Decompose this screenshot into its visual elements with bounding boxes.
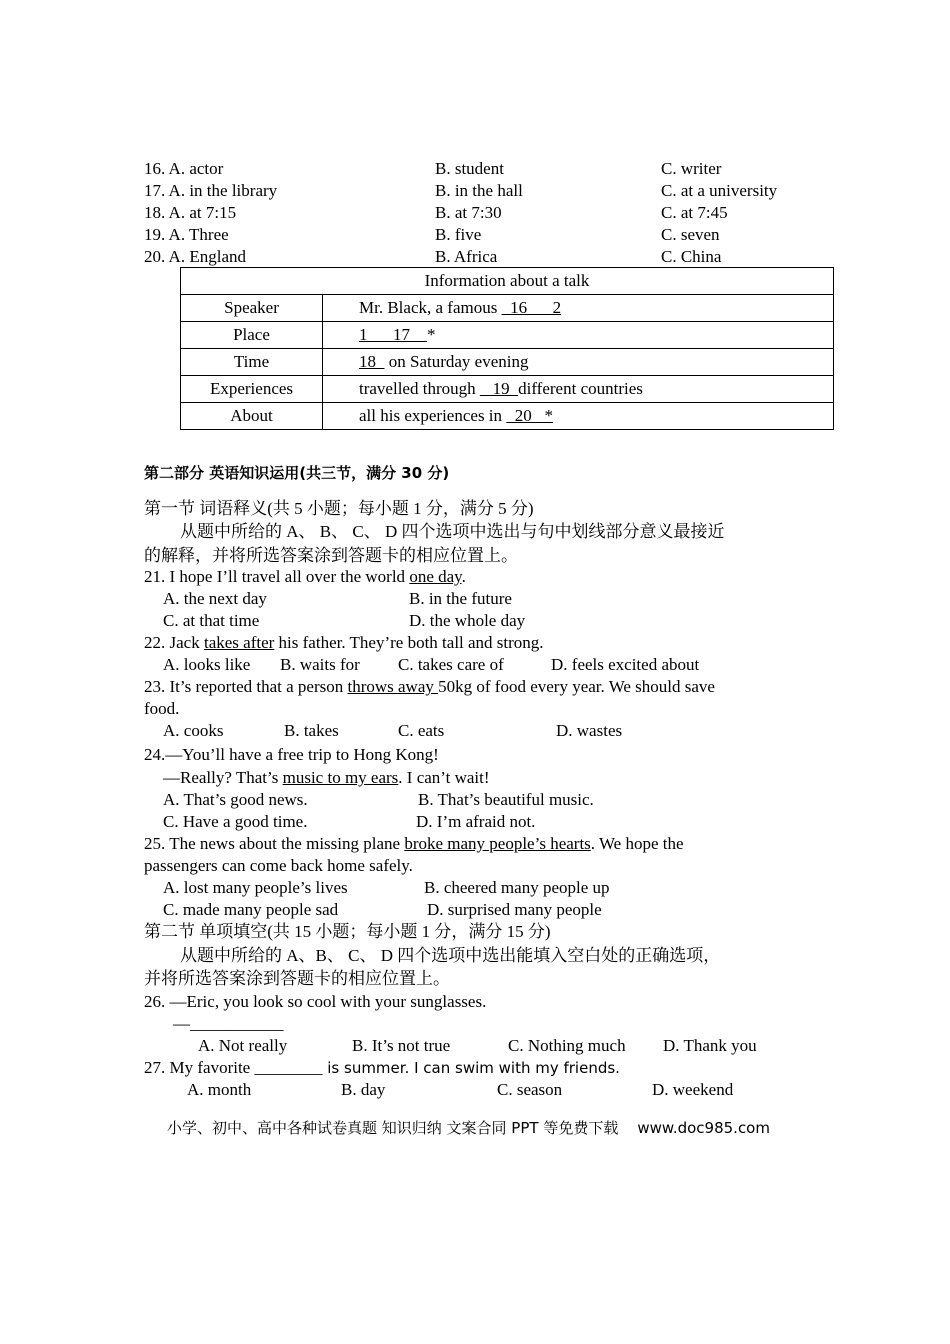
answer-blank[interactable]: 19	[479, 379, 519, 398]
row-value: 1 17 *	[323, 322, 834, 349]
question-21: 21. I hope I’ll travel all over the world one day.	[144, 567, 466, 586]
info-table	[180, 267, 834, 430]
option-20-c: C. China	[661, 247, 722, 266]
row-value: Mr. Black, a famous 16 2	[323, 295, 834, 322]
row-key: Time	[181, 349, 323, 376]
q21-option-c[interactable]: C. at that time	[163, 611, 260, 630]
q27-option-b[interactable]: B. day	[341, 1080, 386, 1099]
q25-option-c[interactable]: C. made many people sad	[163, 900, 339, 919]
question-26-reply-blank[interactable]: —___________	[173, 1014, 284, 1033]
option-17-c: C. at a university	[661, 181, 778, 200]
row-key: Speaker	[181, 295, 323, 322]
option-19-c: C. seven	[661, 225, 720, 244]
q26-option-d[interactable]: D. Thank you	[663, 1036, 757, 1055]
option-18-b: B. at 7:30	[435, 203, 502, 222]
q25-option-a[interactable]: A. lost many people’s lives	[163, 878, 348, 897]
section1-title: 第一节 词语释义(共 5 小题；每小题 1 分，满分 5 分)	[144, 499, 534, 518]
underlined-phrase: throws away	[347, 677, 439, 696]
q26-option-c[interactable]: C. Nothing much	[508, 1036, 626, 1055]
q23-option-b[interactable]: B. takes	[284, 721, 339, 740]
option-17-a: 17. A. in the library	[144, 181, 278, 200]
footer-text: 小学、初中、高中各种试卷真题 知识归纳 文案合同 PPT 等免费下载 www.doc985.com	[167, 1119, 770, 1137]
answer-blank[interactable]: ________	[254, 1058, 323, 1077]
q21-option-a[interactable]: A. the next day	[163, 589, 267, 608]
section2-title: 第二节 单项填空(共 15 小题；每小题 1 分，满分 15 分)	[144, 922, 551, 941]
option-18-c: C. at 7:45	[661, 203, 728, 222]
answer-blank[interactable]: 18	[359, 352, 385, 371]
option-16-b: B. student	[435, 159, 504, 178]
table-row	[181, 295, 834, 322]
question-22: 22. Jack takes after his father. They’re both tall and strong.	[144, 633, 544, 652]
q24-option-c[interactable]: C. Have a good time.	[163, 812, 308, 831]
q22-option-b[interactable]: B. waits for	[280, 655, 360, 674]
q25-option-d[interactable]: D. surprised many people	[427, 900, 602, 919]
q27-option-a[interactable]: A. month	[187, 1080, 252, 1099]
question-25: 25. The news about the missing plane broke many people’s hearts. We hope the	[144, 834, 684, 853]
table-row	[181, 403, 834, 430]
underlined-phrase: takes after	[203, 633, 275, 652]
q21-option-b[interactable]: B. in the future	[409, 589, 512, 608]
option-19-b: B. five	[435, 225, 482, 244]
answer-blank[interactable]: 16 2	[501, 298, 562, 317]
part2-title: 第二部分 英语知识运用(共三节，满分 30 分)	[144, 464, 450, 482]
q21-option-d[interactable]: D. the whole day	[409, 611, 526, 630]
q22-option-d[interactable]: D. feels excited about	[551, 655, 700, 674]
option-20-a: 20. A. England	[144, 247, 246, 266]
q24-option-d[interactable]: D. I’m afraid not.	[416, 812, 536, 831]
row-key: Experiences	[181, 376, 323, 403]
section1-instruction: 从题中所给的 A、 B、 C、 D 四个选项中选出与句中划线部分意义最接近	[180, 522, 725, 541]
row-value: 18 on Saturday evening	[323, 349, 834, 376]
q26-option-b[interactable]: B. It’s not true	[352, 1036, 451, 1055]
question-24-reply: —Really? That’s music to my ears. I can’t wait!	[163, 768, 490, 787]
row-key: About	[181, 403, 323, 430]
table-row	[181, 322, 834, 349]
question-23: 23. It’s reported that a person throws away 50kg of food every year. We should save	[144, 677, 715, 696]
row-value: all his experiences in 20 *	[323, 403, 834, 430]
underlined-phrase: music to my ears	[282, 768, 399, 787]
table-row	[181, 376, 834, 403]
section2-instruction: 从题中所给的 A、B、 C、 D 四个选项中选出能填入空白处的正确选项，	[180, 946, 721, 965]
option-19-a: 19. A. Three	[144, 225, 229, 244]
section2-instruction-cont: 并将所选答案涂到答题卡的相应位置上。	[144, 969, 450, 988]
info-table-title: Information about a talk	[181, 268, 834, 295]
q26-option-a[interactable]: A. Not really	[198, 1036, 288, 1055]
question-26: 26. —Eric, you look so cool with your sunglasses.	[144, 992, 487, 1011]
option-17-b: B. in the hall	[435, 181, 523, 200]
underlined-phrase: one day	[409, 567, 462, 586]
answer-blank[interactable]: 1 17	[359, 325, 427, 344]
question-24: 24.—You’ll have a free trip to Hong Kong!	[144, 745, 439, 764]
option-18-a: 18. A. at 7:15	[144, 203, 237, 222]
question-25-cont: passengers can come back home safely.	[144, 856, 413, 875]
q22-option-a[interactable]: A. looks like	[163, 655, 251, 674]
section1-instruction-cont: 的解释，并将所选答案涂到答题卡的相应位置上。	[144, 546, 518, 565]
question-27: 27. My favorite ________ is summer. I can swim with my friends.	[144, 1058, 620, 1077]
question-23-cont: food.	[144, 699, 180, 718]
q23-option-a[interactable]: A. cooks	[163, 721, 224, 740]
row-value: travelled through 19 different countries	[323, 376, 834, 403]
option-16-a: 16. A. actor	[144, 159, 224, 178]
option-20-b: B. Africa	[435, 247, 498, 266]
q22-option-c[interactable]: C. takes care of	[398, 655, 504, 674]
q24-option-a[interactable]: A. That’s good news.	[163, 790, 308, 809]
q23-option-c[interactable]: C. eats	[398, 721, 445, 740]
row-key: Place	[181, 322, 323, 349]
option-16-c: C. writer	[661, 159, 722, 178]
underlined-phrase: broke many people’s hearts	[404, 834, 591, 853]
q24-option-b[interactable]: B. That’s beautiful music.	[418, 790, 594, 809]
table-row	[181, 349, 834, 376]
q25-option-b[interactable]: B. cheered many people up	[424, 878, 610, 897]
q27-option-c[interactable]: C. season	[497, 1080, 563, 1099]
q27-option-d[interactable]: D. weekend	[652, 1080, 734, 1099]
answer-blank[interactable]: 20 *	[506, 406, 554, 425]
q23-option-d[interactable]: D. wastes	[556, 721, 623, 740]
